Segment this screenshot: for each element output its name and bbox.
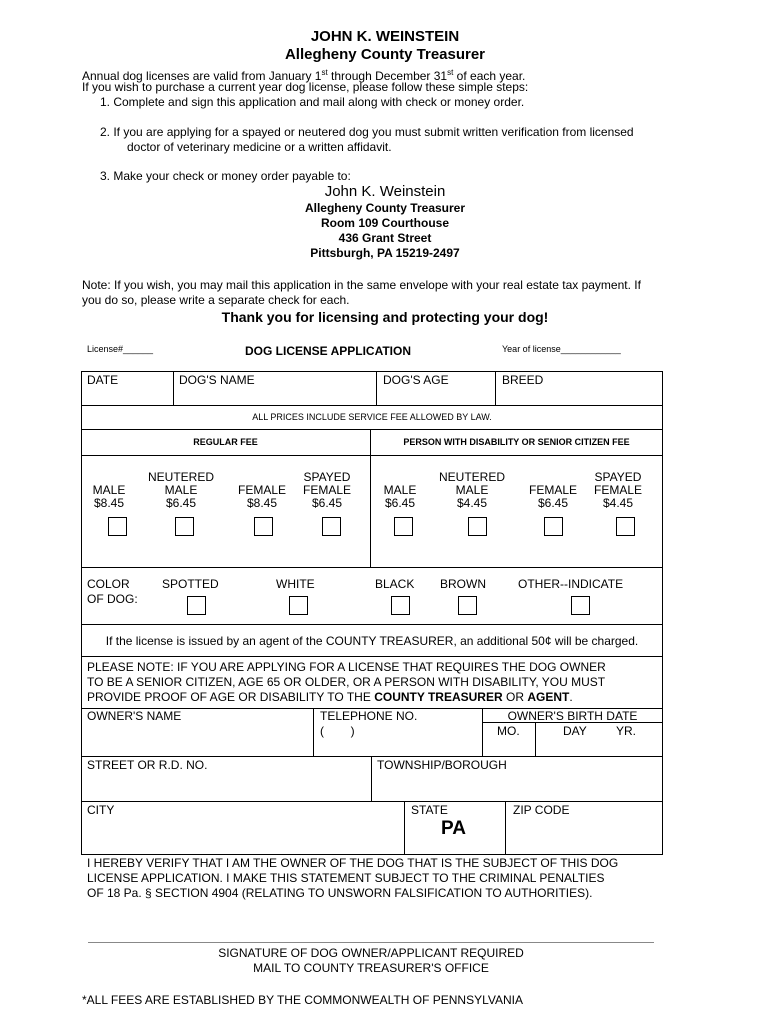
signature-line[interactable]: [88, 942, 654, 943]
payable-line-2: Room 109 Courthouse: [320, 216, 449, 230]
fee-regular-spayed-female: SPAYED FEMALE $6.45: [302, 470, 351, 510]
color-white-label: WHITE: [276, 577, 315, 591]
note-line-1: Note: If you wish, you may mail this application in the same envelope with your real estate tax payment. If: [82, 278, 641, 292]
verification-statement: I HEREBY VERIFY THAT I AM THE OWNER OF THE DOG THAT IS THE SUBJECT OF THIS DOG LICENSE APPLICATION. I MAKE THIS STATEMENT SUBJECT TO THE CRIMINAL PENALTIES OF 18 Pa. § SECTION 4904 (RELATING TO UNSWORN FALSIFICATION TO AUTHORITIES).: [87, 856, 619, 900]
state-field: STATE: [411, 803, 448, 817]
step-2-cont: doctor of veterinary medicine or a written affidavit.: [127, 140, 392, 154]
fee-regular-male: MALE $8.45: [92, 483, 126, 510]
date-field[interactable]: DATE: [87, 373, 119, 387]
form-title: DOG LICENSE APPLICATION: [245, 344, 412, 358]
street-field[interactable]: STREET OR R.D. NO.: [87, 758, 208, 772]
township-field[interactable]: TOWNSHIP/BOROUGH: [377, 758, 507, 772]
fee-senior-male: MALE $6.45: [383, 483, 417, 510]
payable-line-1: Allegheny County Treasurer: [304, 201, 466, 215]
fee-senior-neutered-male: NEUTERED MALE $4.45: [438, 470, 505, 510]
payable-name: John K. Weinstein: [324, 183, 446, 200]
license-number-field[interactable]: License#______: [87, 344, 154, 354]
footer-note: *ALL FEES ARE ESTABLISHED BY THE COMMONWEALTH OF PENNSYLVANIA: [82, 993, 523, 1007]
birth-day-field[interactable]: DAY: [563, 724, 587, 738]
agent-note: If the license is issued by an agent of the COUNTY TREASURER, an additional 50¢ will be charged.: [105, 634, 639, 648]
telephone-field[interactable]: TELEPHONE NO.: [320, 709, 418, 723]
prices-note: ALL PRICES INCLUDE SERVICE FEE ALLOWED BY LAW.: [252, 412, 492, 422]
year-of-license-field[interactable]: Year of license____________: [502, 344, 621, 354]
fee-senior-spayed-female: SPAYED FEMALE $4.45: [593, 470, 642, 510]
checkbox-regular-neutered-male[interactable]: [175, 517, 194, 536]
step-1: 1. Complete and sign this application and mail along with check or money order.: [100, 95, 525, 109]
checkbox-regular-spayed-female[interactable]: [322, 517, 341, 536]
intro-line-1: Annual dog licenses are valid from January 1st through December 31st of each year.: [82, 68, 526, 83]
regular-fee-header: REGULAR FEE: [193, 437, 258, 447]
dog-age-field[interactable]: DOG'S AGE: [383, 373, 449, 387]
checkbox-senior-female[interactable]: [544, 517, 563, 536]
checkbox-regular-male[interactable]: [108, 517, 127, 536]
birth-date-header: OWNER'S BIRTH DATE: [507, 709, 638, 723]
color-brown-label: BROWN: [440, 577, 486, 591]
fee-senior-female: FEMALE $6.45: [528, 483, 577, 510]
checkbox-senior-neutered-male[interactable]: [468, 517, 487, 536]
please-note: PLEASE NOTE: IF YOU ARE APPLYING FOR A LICENSE THAT REQUIRES THE DOG OWNER TO BE A SENIOR CITIZEN, AGE 65 OR OLDER, OR A PERSON WITH DISABILITY, YOU MUST PROVIDE PROOF OF AGE OR DISABILITY TO THE COUNTY TREASURER OR AGENT.: [87, 660, 606, 704]
checkbox-color-brown[interactable]: [458, 596, 477, 615]
birth-year-field[interactable]: YR.: [616, 724, 637, 738]
step-2: 2. If you are applying for a spayed or neutered dog you must submit written verification from licensed: [100, 125, 634, 139]
step-3: 3. Make your check or money order payable to:: [100, 169, 351, 183]
checkbox-senior-male[interactable]: [394, 517, 413, 536]
intro-line-2: If you wish to purchase a current year dog license, please follow these simple steps:: [82, 80, 529, 94]
birth-month-field[interactable]: MO.: [497, 724, 520, 738]
signature-label: SIGNATURE OF DOG OWNER/APPLICANT REQUIRED: [218, 946, 524, 960]
state-value: PA: [441, 818, 466, 839]
breed-field[interactable]: BREED: [502, 373, 544, 387]
checkbox-color-spotted[interactable]: [187, 596, 206, 615]
checkbox-color-white[interactable]: [289, 596, 308, 615]
color-black-label: BLACK: [375, 577, 415, 591]
owner-name-field[interactable]: OWNER'S NAME: [87, 709, 182, 723]
fee-regular-female: FEMALE $8.45: [237, 483, 286, 510]
zip-code-field[interactable]: ZIP CODE: [513, 803, 570, 817]
color-spotted-label: SPOTTED: [162, 577, 219, 591]
treasurer-title: Allegheny County Treasurer: [284, 46, 486, 63]
senior-fee-header: PERSON WITH DISABILITY OR SENIOR CITIZEN FEE: [403, 437, 630, 447]
payable-line-4: Pittsburgh, PA 15219-2497: [310, 246, 460, 260]
dog-name-field[interactable]: DOG'S NAME: [179, 373, 255, 387]
city-field[interactable]: CITY: [87, 803, 115, 817]
note-line-2: you do so, please write a separate check for each.: [82, 293, 350, 307]
color-other-label: OTHER--INDICATE: [518, 577, 624, 591]
treasurer-name: JOHN K. WEINSTEIN: [310, 28, 460, 45]
checkbox-senior-spayed-female[interactable]: [616, 517, 635, 536]
checkbox-color-other[interactable]: [571, 596, 590, 615]
thank-you: Thank you for licensing and protecting your dog!: [221, 309, 549, 325]
fee-regular-neutered-male: NEUTERED MALE $6.45: [147, 470, 214, 510]
telephone-parens: ( ): [320, 724, 355, 738]
checkbox-color-black[interactable]: [391, 596, 410, 615]
color-label: COLOR OF DOG:: [87, 577, 138, 606]
checkbox-regular-female[interactable]: [254, 517, 273, 536]
payable-line-3: 436 Grant Street: [338, 231, 432, 245]
mail-to-label: MAIL TO COUNTY TREASURER'S OFFICE: [253, 961, 489, 975]
